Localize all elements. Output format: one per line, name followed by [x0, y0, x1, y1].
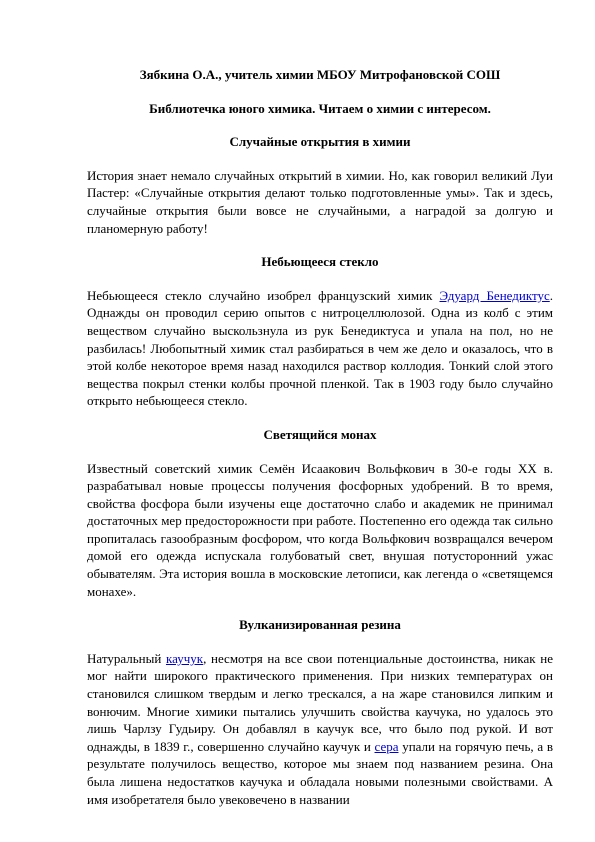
section-title-rubber: Вулканизированная резина [239, 617, 401, 633]
link-sera[interactable]: сера [374, 738, 399, 754]
text-span: упали на горячую печь, а в результате получилось вещество, которое мы знаем под названием резина. Она была лишена недостатков каучука и обладала новыми полезными свойствами. А имя изобретателя было увековечено в названии [87, 738, 553, 807]
section-paragraph-rubber [87, 650, 553, 808]
author-line: Зябкина О.А., учитель химии МБОУ Митрофановской СОШ [139, 67, 501, 82]
series-subtitle: Библиотечка юного химика. Читаем о химии с интересом. [149, 100, 491, 116]
text-span: Небьющееся стекло случайно изобрел французский химик [87, 287, 440, 303]
intro-paragraph: История знает немало случайных открытий в химии. Но, как говорил великий Луи Пастер: «Случайные открытия делают только подготовленные умы». Так и здесь, случайные открытия были вовсе не случайными, а наградой за долгую и планомерную работу! [87, 167, 553, 236]
section-title-monk: Светящийся монах [263, 426, 377, 442]
text-span: . Однажды он проводил серию опытов с нитроцеллюлозой. Одна из колб с этим веществом случайно выскользнула из рук Бенедиктуса и упала на пол, но не разбилась! Любопытный химик стал разбираться в чем же дело и оказалось, что в этой колбе некоторое время назад находился раствор коллодия. Тонкий слой этого вещества покрыл стенки колбы прочной пленкой. Так в 1903 году было случайно открыто небьющееся стекло. [87, 287, 553, 409]
article-title: Случайные открытия в химии [229, 134, 411, 150]
document-content [87, 66, 553, 808]
text-span: Натуральный [87, 650, 166, 666]
text-span: , несмотря на все свои потенциальные достоинства, никак не мог найти широкого практического применения. При низких температурах он становился слишком твердым и легко трескался, а на жаре становился липким и вонючим. Многие химики пытались улучшить свойства каучука, но удалось это лишь Чарлзу Гудьиру. Он добавлял в каучук все, что было под рукой. И вот однажды, в 1839 г., совершенно случайно каучук и [87, 650, 554, 754]
section-paragraph-glass [87, 287, 553, 410]
section-title-glass: Небьющееся стекло [261, 254, 379, 270]
link-kauchuk[interactable]: каучук [165, 650, 204, 666]
section-paragraph-monk: Известный советский химик Семён Исаакович Вольфкович в 30-е годы XX в. разрабатывал новые процессы получения фосфорных удобрений. В то время, свойства фосфора были изучены еще достаточно слабо и академик не принимал достаточных мер предосторожности при работе. Постепенно его одежда так сильно пропиталась газообразным фосфором, что когда Вольфкович возвращался вечером домой его одежда испускала голубоватый свет, внушая потусторонний ужас обывателям. Эта история вошла в московские летописи, как легенда о «светящемся монахе». [87, 460, 553, 599]
link-edouard-benedictus[interactable]: Эдуард Бенедиктус [439, 287, 550, 303]
